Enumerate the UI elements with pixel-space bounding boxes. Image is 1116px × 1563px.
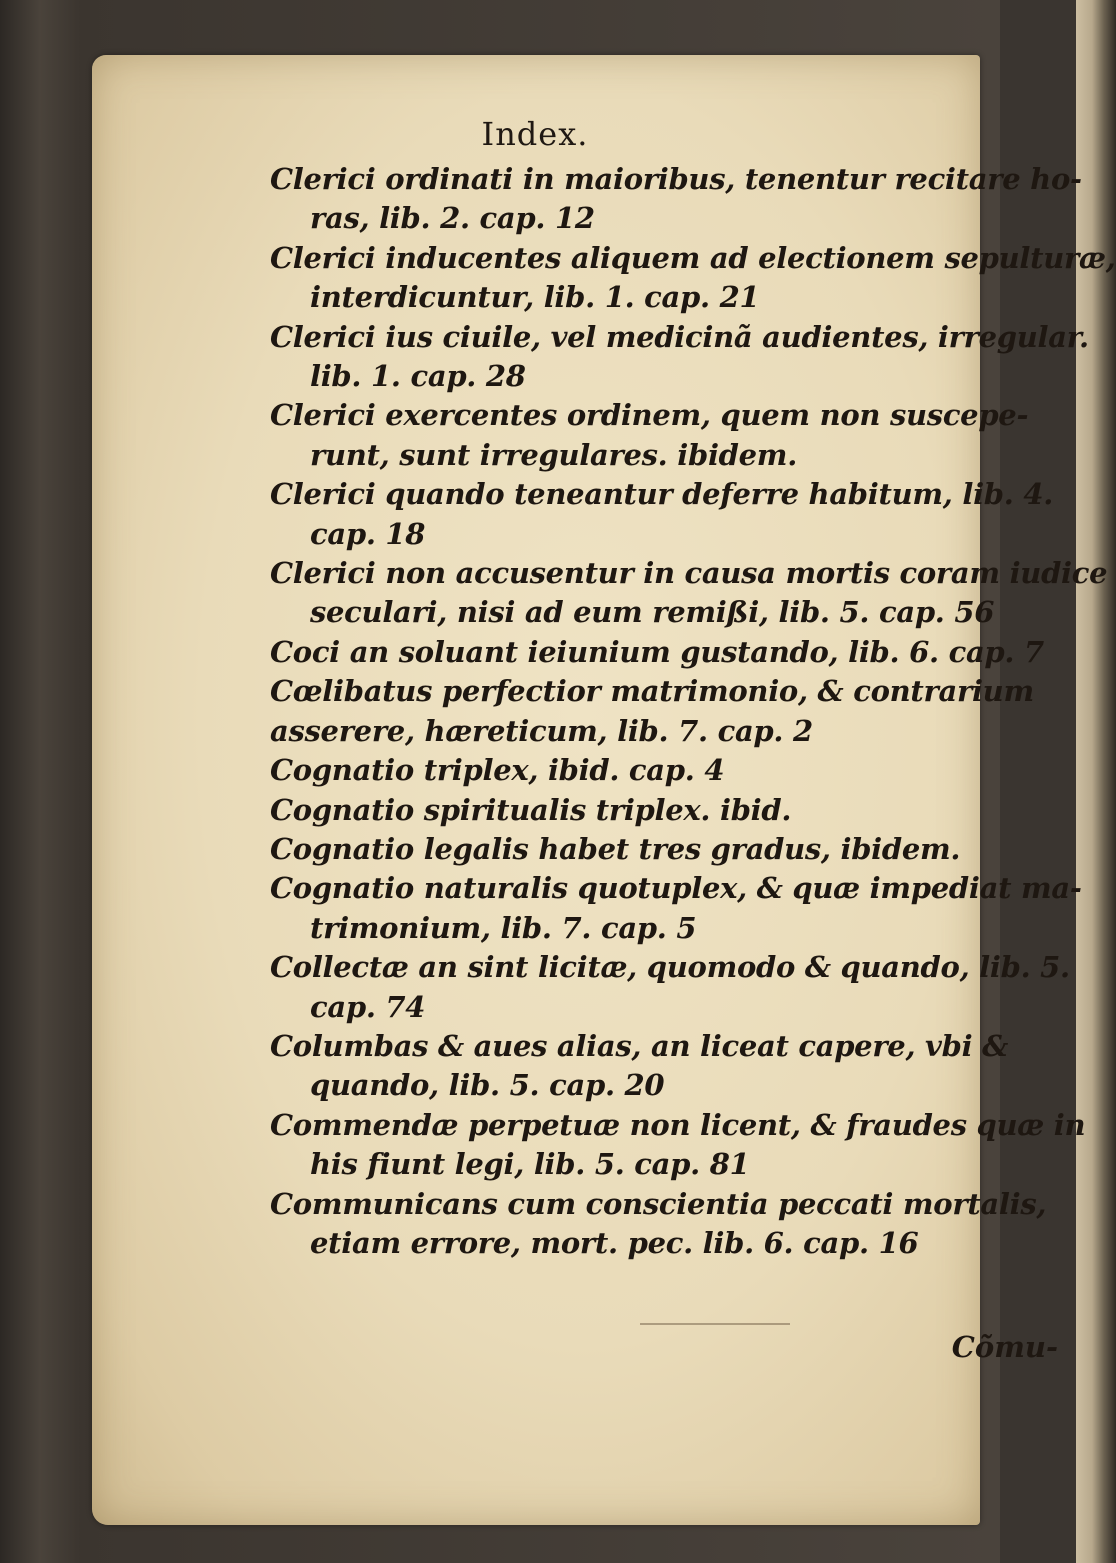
index-entry — [270, 791, 960, 830]
entry-continuation: runt, sunt irregulares. ibidem. — [310, 437, 797, 472]
index-entry — [270, 475, 1054, 554]
book-spine-edge — [1076, 0, 1116, 1563]
entry-line: asserere, hæreticum, lib. 7. cap. 2 — [270, 713, 813, 748]
entry-line: Collectæ an sint licitæ, quomodo & quando, lib. 5. — [270, 950, 1070, 985]
index-entry — [270, 712, 960, 751]
index-entry — [270, 554, 1108, 633]
entry-line: Commendæ perpetuæ non licent, & fraudes quæ in — [270, 1107, 1086, 1142]
entry-line: Clerici ius ciuile, vel medicinã audientes, irregular. — [270, 319, 1089, 354]
index-entry — [270, 672, 1034, 711]
entry-line: Cognatio naturalis quotuplex, & quæ impediat ma- — [270, 871, 1082, 906]
index-entry — [270, 1027, 1008, 1106]
index-entry — [270, 396, 1029, 475]
entry-line: Cœlibatus perfectior matrimonio, & contrarium — [270, 674, 1034, 709]
page-header — [0, 115, 1000, 153]
entry-line: Cognatio legalis habet tres gradus, ibidem. — [270, 831, 961, 866]
index-entry — [270, 239, 1116, 318]
entry-continuation: ras, lib. 2. cap. 12 — [310, 201, 595, 236]
entry-line: Clerici non accusentur in causa mortis coram iudice — [270, 556, 1108, 591]
index-title: Index. — [481, 115, 589, 153]
entry-continuation: cap. 74 — [310, 989, 426, 1024]
entry-line: Coci an soluant ieiunium gustando, lib. 6. cap. 7 — [270, 634, 1044, 669]
index-entry — [270, 318, 1089, 397]
entry-line: Cognatio triplex, ibid. cap. 4 — [270, 753, 725, 788]
entry-line: Clerici quando teneantur deferre habitum, lib. 4. — [270, 477, 1054, 512]
entry-continuation: trimonium, lib. 7. cap. 5 — [310, 910, 697, 945]
entry-continuation: cap. 18 — [310, 516, 426, 551]
rule-line — [640, 1323, 790, 1325]
entry-line: Columbas & aues alias, an liceat capere, vbi & — [270, 1028, 1008, 1063]
index-entries — [270, 160, 1116, 1263]
index-entry — [270, 160, 1082, 239]
index-entry — [270, 948, 1070, 1027]
entry-continuation: etiam errore, mort. pec. lib. 6. cap. 16 — [310, 1225, 919, 1260]
index-entry — [270, 1185, 1047, 1264]
index-entry — [270, 633, 1044, 672]
entry-line: Communicans cum conscientia peccati mortalis, — [270, 1186, 1047, 1221]
entry-line: Clerici exercentes ordinem, quem non suscepe- — [270, 398, 1029, 433]
entry-line: Cognatio spiritualis triplex. ibid. — [270, 792, 792, 827]
index-entry — [270, 869, 1082, 948]
entry-continuation: quando, lib. 5. cap. 20 — [310, 1068, 665, 1103]
entry-line: Clerici inducentes aliquem ad electionem sepulturæ, — [270, 240, 1116, 275]
entry-continuation: lib. 1. cap. 28 — [310, 359, 526, 394]
entry-continuation: interdicuntur, lib. 1. cap. 21 — [310, 280, 760, 315]
entry-line: Clerici ordinati in maioribus, tenentur recitare ho- — [270, 162, 1082, 196]
index-entry — [270, 1106, 1086, 1185]
entry-continuation: seculari, nisi ad eum remißi, lib. 5. cap. 56 — [310, 595, 995, 630]
index-entry — [270, 830, 960, 869]
index-entry — [270, 751, 960, 790]
catchword: Cõmu- — [951, 1330, 1058, 1364]
entry-continuation: his fiunt legi, lib. 5. cap. 81 — [310, 1147, 750, 1182]
